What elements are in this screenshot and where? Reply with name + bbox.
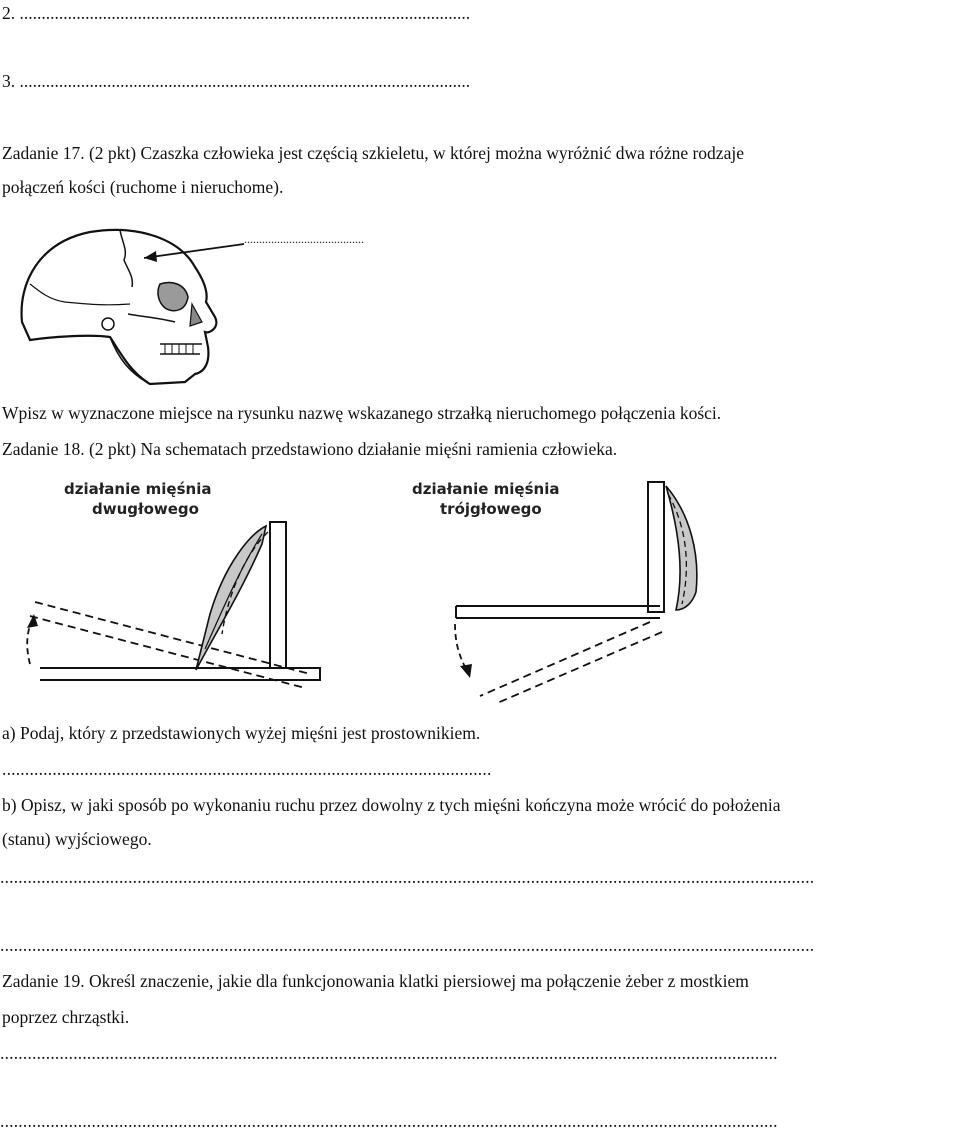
answer-line-2[interactable] (2, 2, 470, 24)
triceps-label-line1: działanie mięśnia (412, 480, 560, 498)
answer-line-3[interactable] (2, 70, 470, 92)
answer-number: 2. (2, 3, 16, 23)
muscle-figure (0, 474, 720, 704)
biceps-label-line1: działanie mięśnia (64, 480, 212, 498)
answer-dots: ....................................................................................................... (19, 3, 471, 23)
task19-text-line1: Zadanie 19. Określ znaczenie, jakie dla funkcjonowania klatki piersiowej ma połączenie żeber z mostkiem (2, 971, 749, 991)
task17-instruction: Wpisz w wyznaczone miejsce na rysunku nazwę wskazanego strzałką nieruchomego połączenia kości. (2, 403, 722, 423)
task18-question-a: a) Podaj, który z przedstawionych wyżej mięśni jest prostownikiem. (2, 723, 481, 743)
task18-intro: Zadanie 18. (2 pkt) Na schematach przedstawiono działanie mięśni ramienia człowieka. (2, 439, 618, 459)
skull-answer-field[interactable]: ........................................ (244, 232, 364, 246)
skull-figure (10, 222, 430, 392)
task18-question-b-line1: b) Opisz, w jaki sposób po wykonaniu ruchu przez dowolny z tych mięśni kończyna może wrócić do położenia (2, 795, 781, 815)
answer-number: 3. (2, 71, 16, 91)
task18-answer-b-field-2[interactable]: .................................................................................................................................................................................. (0, 935, 815, 955)
task18-question-b-line2: (stanu) wyjściowego. (2, 829, 152, 849)
task18-answer-a-field[interactable]: ........................................................................................................... (2, 759, 492, 779)
biceps-label-line2: dwugłowego (92, 500, 199, 518)
task18-answer-b-field-1[interactable]: .................................................................................................................................................................................. (0, 867, 815, 887)
triceps-label-line2: trójgłowego (440, 500, 542, 518)
biceps-diagram (27, 522, 320, 688)
task17-text-line1: Zadanie 17. (2 pkt) Czaszka człowieka jest częścią szkieletu, w której można wyróżnić dwa różne rodzaje (2, 143, 744, 163)
task19-answer-field-1[interactable]: .......................................................................................................................................................................... (0, 1043, 778, 1063)
task19-text-line2: poprzez chrząstki. (2, 1007, 130, 1027)
task19-answer-field-2[interactable]: .......................................................................................................................................................................... (0, 1111, 778, 1131)
task17-text-line2: połączeń kości (ruchome i nieruchome). (2, 177, 284, 197)
answer-dots: ....................................................................................................... (19, 71, 471, 91)
